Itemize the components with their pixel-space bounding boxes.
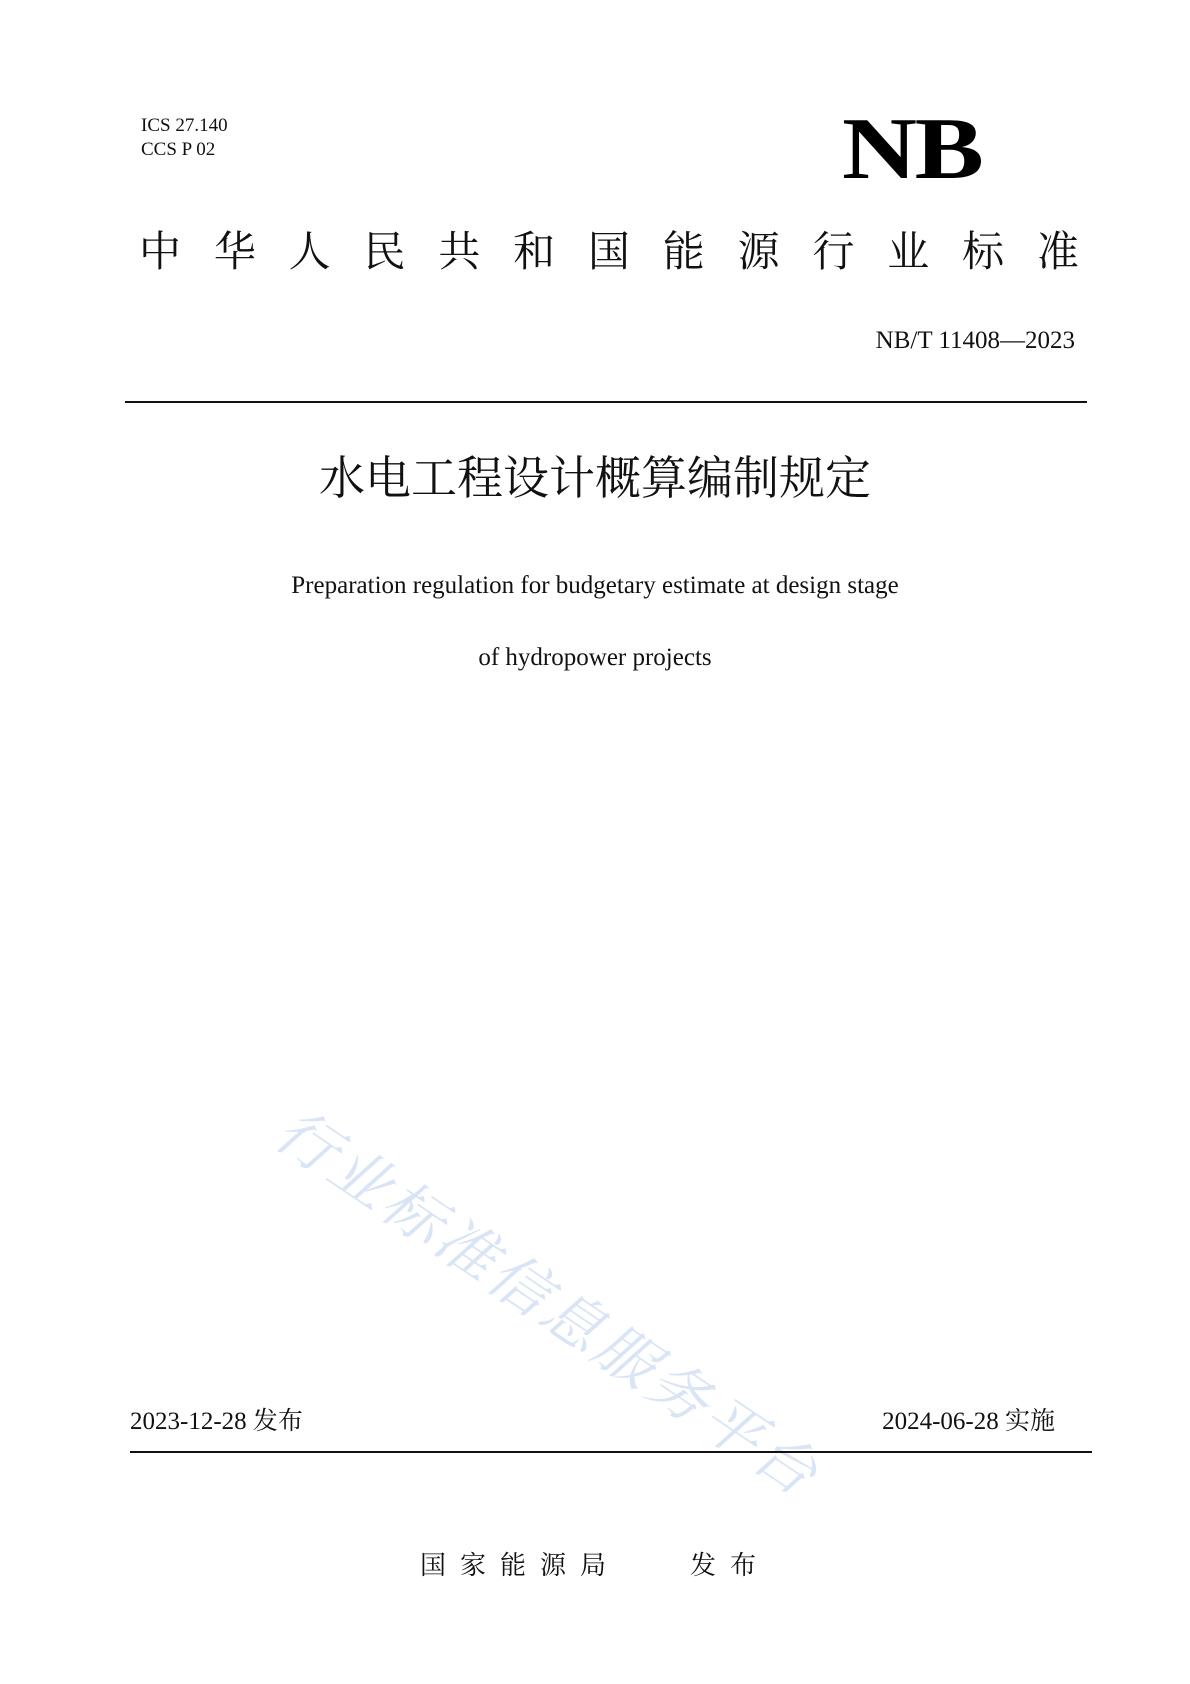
top-divider <box>125 401 1087 403</box>
category-char: 国 <box>587 227 630 276</box>
chinese-title: 水电工程设计概算编制规定 <box>319 451 871 505</box>
bottom-divider <box>130 1451 1092 1453</box>
issuer-line <box>0 1548 1190 1584</box>
category-char: 行 <box>812 227 855 276</box>
nb-logo: NB <box>842 101 982 198</box>
category-char: 人 <box>288 227 331 276</box>
category-char: 准 <box>1036 227 1079 276</box>
category-char: 业 <box>887 227 930 276</box>
classification-codes <box>141 114 228 162</box>
english-title-line-1: Preparation regulation for budgetary estimate at design stage <box>291 572 899 599</box>
category-char: 和 <box>513 227 556 276</box>
issue-action: 发布 <box>690 1551 771 1581</box>
category-char: 中 <box>139 227 182 276</box>
ics-code: ICS 27.140 <box>141 115 228 136</box>
implementation-date: 2024-06-28 实施 <box>882 1408 1055 1435</box>
category-char: 共 <box>438 227 481 276</box>
category-char: 华 <box>213 227 256 276</box>
category-char: 民 <box>363 227 406 276</box>
category-char: 标 <box>962 227 1005 276</box>
issue-date: 2023-12-28 发布 <box>130 1408 303 1435</box>
ccs-code: CCS P 02 <box>141 139 216 160</box>
standard-category <box>139 222 1079 282</box>
english-title-line-2: of hydropower projects <box>478 644 712 671</box>
category-char: 源 <box>737 227 780 276</box>
standard-number: NB/T 11408—2023 <box>875 327 1075 354</box>
category-char: 能 <box>662 227 705 276</box>
issuing-organization: 国家能源局 <box>419 1551 620 1581</box>
watermark: 行业标准信息服务平台 <box>262 1095 833 1512</box>
